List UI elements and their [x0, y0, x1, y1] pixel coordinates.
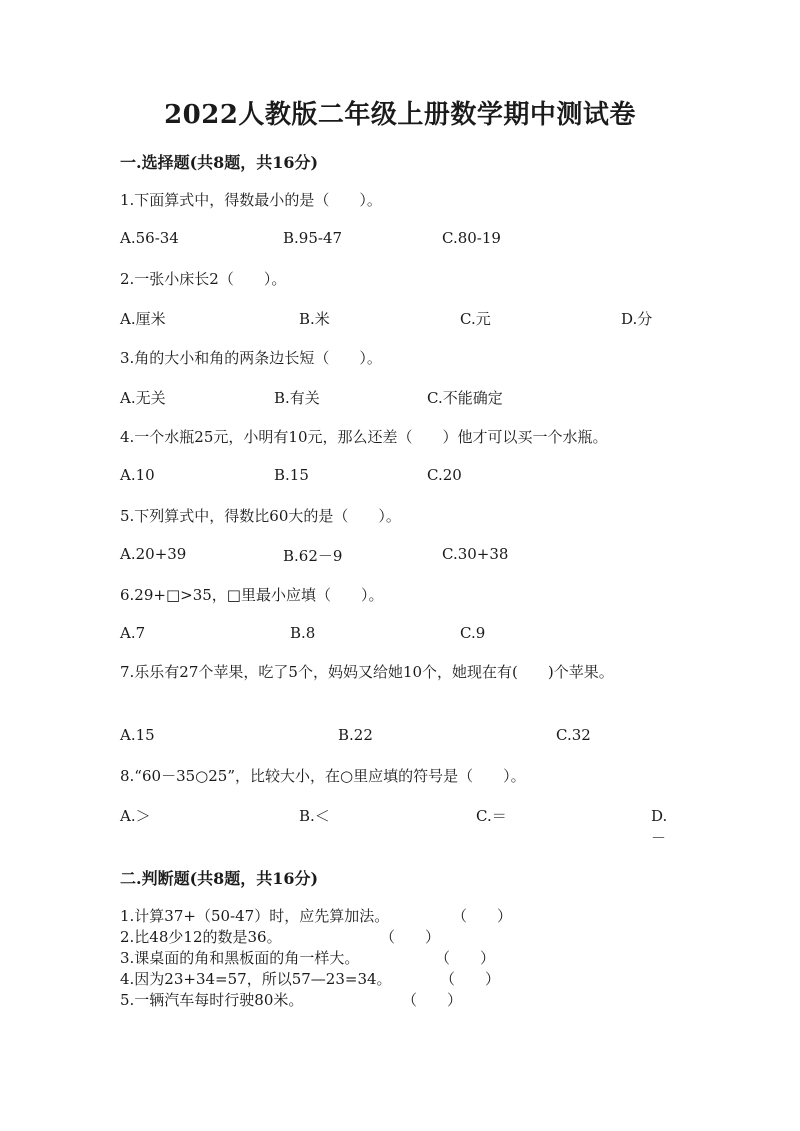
q2-option-d: D.分 — [621, 310, 653, 328]
q4-option-b: B.15 — [274, 466, 309, 484]
q1-option-b: B.95-47 — [283, 229, 343, 247]
tf-item-2: 2.比48少12的数是36。 — [120, 928, 282, 946]
q5-option-b: B.62－9 — [283, 547, 343, 565]
q8-option-d: D.－ — [651, 807, 668, 847]
tf-item-3: 3.课桌面的角和黑板面的角一样大。 — [120, 949, 360, 967]
question-1: 1.下面算式中，得数最小的是（ ）。 — [120, 191, 382, 209]
tf-item-1: 1.计算37+（50-47）时，应先算加法。 — [120, 907, 390, 925]
q7-option-c: C.32 — [556, 726, 591, 744]
q7-option-b: B.22 — [338, 726, 373, 744]
q6-option-a: A.7 — [120, 624, 146, 642]
q6-option-c: C.9 — [460, 624, 486, 642]
q3-option-b: B.有关 — [274, 389, 320, 407]
q5-option-c: C.30+38 — [442, 545, 509, 563]
q4-option-a: A.10 — [120, 466, 155, 484]
question-3: 3.角的大小和角的两条边长短（ ）。 — [120, 349, 382, 367]
q1-option-c: C.80-19 — [442, 229, 501, 247]
q8-option-a: A.＞ — [120, 807, 151, 825]
q7-option-a: A.15 — [120, 726, 155, 744]
question-2: 2.一张小床长2（ ）。 — [120, 270, 287, 288]
question-8: 8.“60－35○25”，比较大小，在○里应填的符号是（ ）。 — [120, 767, 526, 785]
q2-option-a: A.厘米 — [120, 310, 166, 328]
section-heading-truefalse: 二.判断题(共8题，共16分) — [120, 869, 319, 888]
question-6: 6.29+□>35，□里最小应填（ ）。 — [120, 586, 384, 604]
tf-item-1-answer: （ ） — [452, 907, 513, 925]
section-heading-choice: 一.选择题(共8题，共16分) — [120, 153, 319, 172]
q8-option-b: B.＜ — [299, 807, 330, 825]
question-4: 4.一个水瓶25元，小明有10元，那么还差（ ）他才可以买一个水瓶。 — [120, 428, 608, 446]
q5-option-a: A.20+39 — [120, 545, 187, 563]
q4-option-c: C.20 — [427, 466, 462, 484]
q6-option-b: B.8 — [290, 624, 316, 642]
tf-item-5-answer: （ ） — [402, 991, 463, 1009]
tf-item-4: 4.因为23+34=57，所以57—23=34。 — [120, 970, 392, 988]
question-7: 7.乐乐有27个苹果，吃了5个，妈妈又给她10个，她现在有( )个苹果。 — [120, 663, 614, 681]
page-title: 2022人教版二年级上册数学期中测试卷 — [164, 100, 636, 130]
tf-item-2-answer: （ ） — [380, 928, 441, 946]
tf-item-3-answer: （ ） — [435, 949, 496, 967]
tf-item-5: 5.一辆汽车每时行驶80米。 — [120, 991, 304, 1009]
q2-option-c: C.元 — [460, 310, 491, 328]
q3-option-a: A.无关 — [120, 389, 166, 407]
tf-item-4-answer: （ ） — [440, 970, 501, 988]
question-5: 5.下列算式中，得数比60大的是（ ）。 — [120, 507, 401, 525]
q8-option-c: C.＝ — [476, 807, 507, 825]
q1-option-a: A.56-34 — [120, 229, 179, 247]
q2-option-b: B.米 — [299, 310, 330, 328]
q3-option-c: C.不能确定 — [427, 389, 503, 407]
